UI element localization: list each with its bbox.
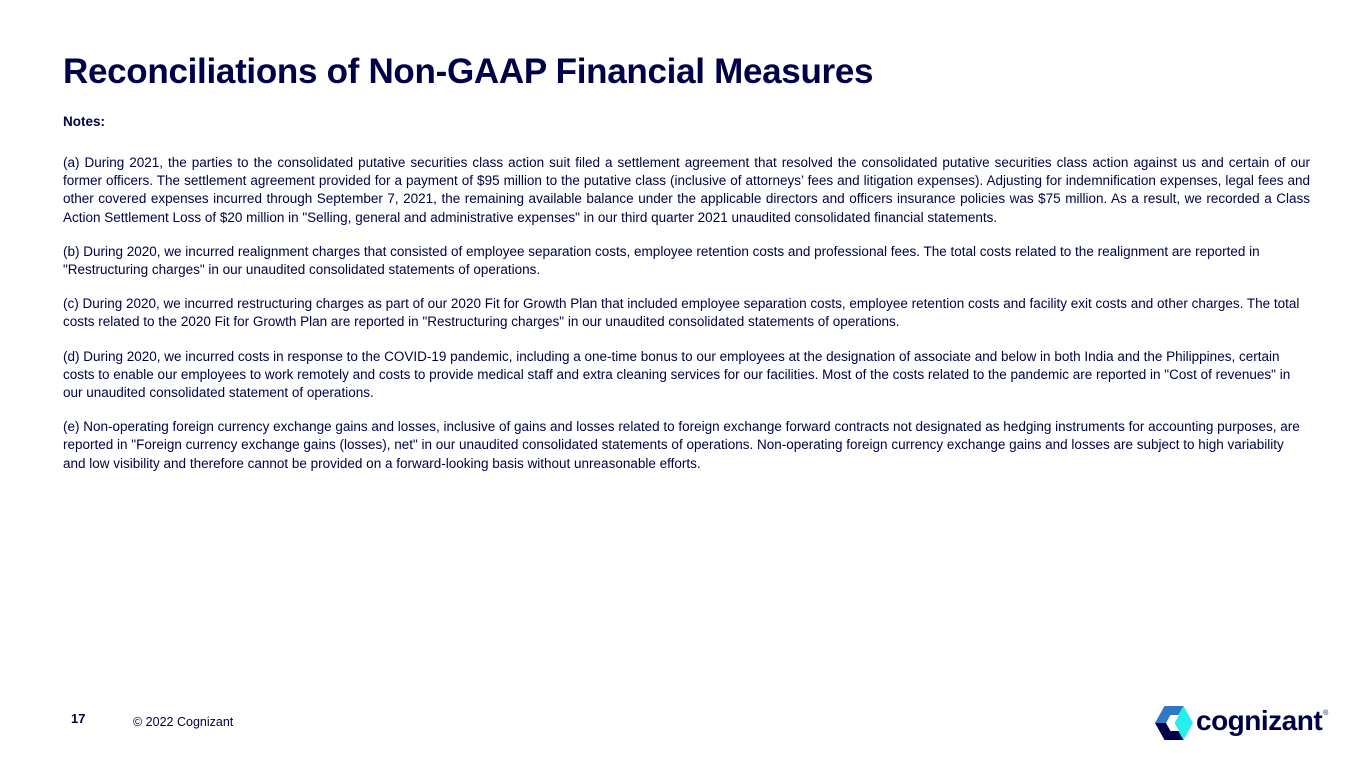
copyright-text: © 2022 Cognizant bbox=[133, 715, 234, 729]
logo-wordmark: cognizant bbox=[1196, 705, 1323, 736]
note-b: (b) During 2020, we incurred realignment charges that consisted of employee separation costs, employee retention costs and professional fees. The total costs related to the realignment are reported in "Restructuring charges" in our unaudited consolidated statements of operations. bbox=[63, 243, 1260, 278]
note-e: (e) Non-operating foreign currency exchange gains and losses, inclusive of gains and losses related to foreign exchange forward contracts not designated as hedging instruments for accounting purposes, are reported in "Foreign currency exchange gains (losses), net" in our unaudited consolidated statements of operations. Non-operating foreign currency exchange gains and losses are subject to high variability and low visibility and therefore cannot be provided on a forward-looking basis without unreasonable efforts. bbox=[63, 419, 1300, 471]
page-number: 17 bbox=[71, 711, 86, 726]
cognizant-logo-icon bbox=[1155, 706, 1193, 740]
note-d: (d) During 2020, we incurred costs in response to the COVID-19 pandemic, including a one-time bonus to our employees at the designation of associate and below in both India and the Philippines, certain costs to enable our employees to work remotely and costs to provide medical staff and extra cleaning services for our facilities. Most of the costs related to the pandemic are reported in "Cost of revenues" in our unaudited consolidated statement of operations. bbox=[63, 348, 1291, 401]
registered-mark: ® bbox=[1323, 709, 1329, 717]
note-a: (a) During 2021, the parties to the consolidated putative securities class action suit filed a settlement agreement that resolved the consolidated putative securities class action against us and certain of our former officers. The settlement agreement provided for a payment of $95 million to the putative class (inclusive of attorneys’ fees and litigation expenses). Adjusting for indemnification expenses, legal fees and other covered expenses incurred through September 7, 2021, the remaining available balance under the applicable directors and officers insurance policies was $75 million. As a result, we recorded a Class Action Settlement Loss of $20 million in "Selling, general and administrative expenses" in our third quarter 2021 unaudited consolidated financial statements. bbox=[63, 155, 1310, 225]
page-title: Reconciliations of Non-GAAP Financial Measures bbox=[63, 52, 874, 91]
notes-list bbox=[63, 154, 1310, 489]
notes-label: Notes: bbox=[63, 114, 106, 129]
note-c: (c) During 2020, we incurred restructuring charges as part of our 2020 Fit for Growth Plan that included employee separation costs, employee retention costs and facility exit costs and other charges. The total costs related to the 2020 Fit for Growth Plan are reported in "Restructuring charges" in our unaudited consolidated statements of operations. bbox=[63, 296, 1300, 330]
cognizant-logo bbox=[1155, 706, 1328, 740]
